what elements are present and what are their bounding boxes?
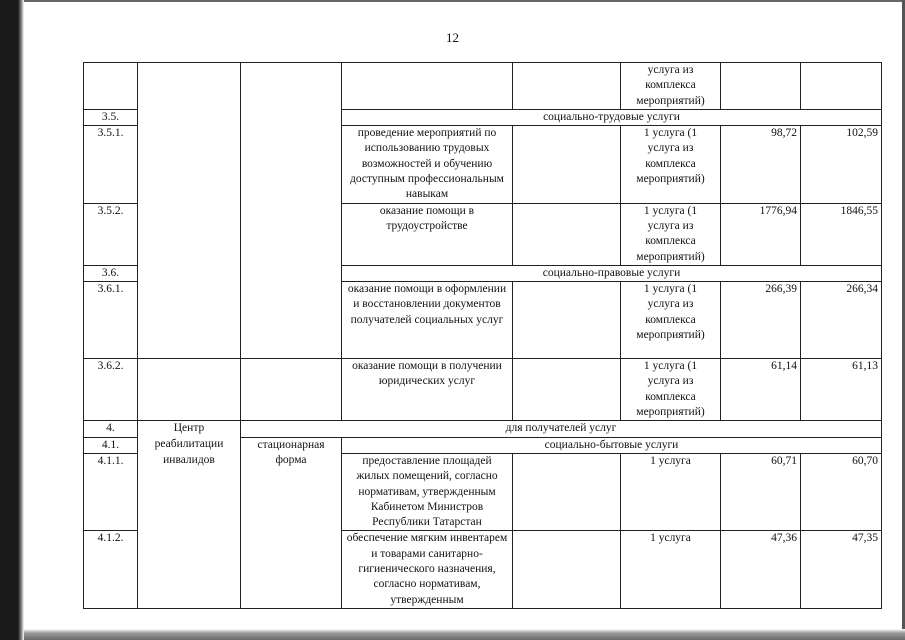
- cell-name: оказание помощи в получении юридических услуг: [342, 359, 513, 421]
- cell-name: проведение мероприятий по использованию трудовых возможностей и обучению доступным профессиональным навыкам: [342, 126, 513, 203]
- cell-empty: [513, 126, 621, 203]
- form-line-1: стационарная: [257, 438, 325, 451]
- cell-num: 3.6.1.: [84, 282, 138, 359]
- cell-form: [241, 359, 342, 421]
- cell-num: 3.6.2.: [84, 359, 138, 421]
- cell-name: [342, 63, 513, 110]
- cell-empty: [513, 63, 621, 110]
- cell-unit: 1 услуга: [621, 453, 721, 530]
- org-line-1: Центр: [173, 422, 205, 435]
- cell-v2: 61,13: [801, 359, 882, 421]
- cell-v2: [801, 63, 882, 110]
- cell-org: [138, 421, 241, 609]
- cell-unit: 1 услуга: [621, 531, 721, 608]
- cell-name: предоставление площадей жилых помещений, согласно нормативам, утвержденным Кабинетом Министров Республики Татарстан: [342, 453, 513, 530]
- cell-v1: 47,36: [721, 531, 801, 608]
- cell-org: [138, 359, 241, 421]
- cell-num: 3.5.: [84, 109, 138, 125]
- section-title: социально-правовые услуги: [342, 265, 882, 281]
- cell-empty: [513, 282, 621, 359]
- cell-empty: [513, 453, 621, 530]
- org-line-3: инвалидов: [163, 453, 215, 466]
- cell-empty: [513, 531, 621, 608]
- cell-num: 4.1.: [84, 437, 138, 453]
- table-row: [84, 359, 882, 421]
- cell-unit: 1 услуга (1 услуга из комплекса мероприятий): [621, 282, 721, 359]
- cell-name: оказание помощи в трудоустройстве: [342, 203, 513, 265]
- cell-num: 4.1.2.: [84, 531, 138, 608]
- cell-v1: 266,39: [721, 282, 801, 359]
- cell-num: 3.5.2.: [84, 203, 138, 265]
- cell-v1: 60,71: [721, 453, 801, 530]
- cell-name: обеспечение мягким инвентарем и товарами санитарно-гигиенического назначения, согласно нормативам, утвержденным: [342, 531, 513, 608]
- cell-num: 4.: [84, 421, 138, 437]
- cell-v1: [721, 63, 801, 110]
- cell-num: 3.5.1.: [84, 126, 138, 203]
- cell-v2: 47,35: [801, 531, 882, 608]
- cell-v2: 102,59: [801, 126, 882, 203]
- cell-form: [241, 63, 342, 359]
- page-number: 12: [446, 30, 459, 45]
- cell-num: 3.6.: [84, 265, 138, 281]
- cell-v1: 98,72: [721, 126, 801, 203]
- form-line-2: форма: [275, 453, 307, 466]
- cell-form: [241, 437, 342, 608]
- cell-unit: 1 услуга (1 услуга из комплекса мероприятий): [621, 359, 721, 421]
- section-title: социально-бытовые услуги: [342, 437, 882, 453]
- table-row: [84, 421, 882, 437]
- cell-v1: 61,14: [721, 359, 801, 421]
- cell-empty: [513, 359, 621, 421]
- cell-num: [84, 63, 138, 110]
- section-title: социально-трудовые услуги: [342, 109, 882, 125]
- cell-empty: [513, 203, 621, 265]
- cell-unit: 1 услуга (1 услуга из комплекса мероприятий): [621, 126, 721, 203]
- cell-num: 4.1.1.: [84, 453, 138, 530]
- cell-v2: 266,34: [801, 282, 882, 359]
- cell-unit: услуга из комплекса мероприятий): [621, 63, 721, 110]
- cell-v2: 60,70: [801, 453, 882, 530]
- cell-org: [138, 63, 241, 359]
- cell-name: оказание помощи в оформлении и восстановлении документов получателей социальных услуг: [342, 282, 513, 359]
- scan-bottom-edge: [24, 629, 905, 640]
- services-table: [83, 62, 882, 609]
- cell-unit: 1 услуга (1 услуга из комплекса мероприятий): [621, 203, 721, 265]
- section-title: для получателей услуг: [241, 421, 882, 437]
- table-row: [84, 63, 882, 110]
- org-line-2: реабилитации: [154, 438, 224, 451]
- scan-left-edge: [0, 0, 24, 640]
- cell-v1: 1776,94: [721, 203, 801, 265]
- cell-v2: 1846,55: [801, 203, 882, 265]
- scan-top-edge: [24, 0, 905, 2]
